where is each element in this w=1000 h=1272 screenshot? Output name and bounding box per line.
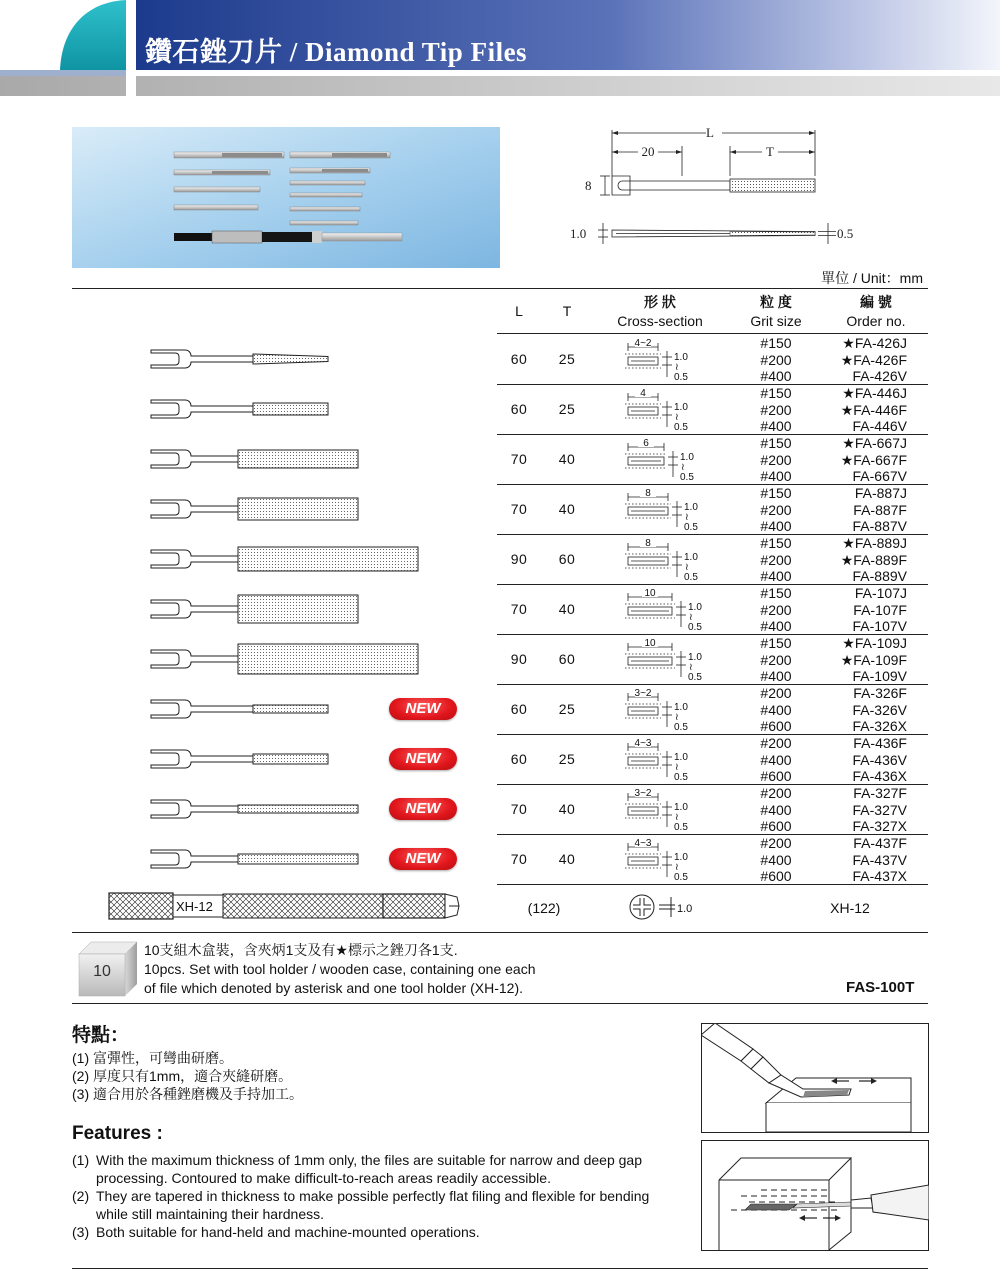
feature-en-2-text: They are tapered in thickness to make possible perfectly flat filing and flexible for bending while still maintaining their hardness.: [96, 1188, 650, 1222]
col-header-order-en: Order no.: [846, 313, 906, 329]
cell-T: 40: [558, 851, 576, 867]
cell-order-no: FA-889V: [852, 568, 907, 585]
feature-en-3: [72, 1223, 652, 1241]
cell-order-no: FA-326F: [853, 685, 907, 701]
new-badge: NEW: [389, 798, 457, 820]
feature-en-3-text: Both suitable for hand-held and machine-mounted operations.: [96, 1224, 480, 1240]
file-drawing: [145, 389, 445, 429]
cross-section-thickness-top: 1.0: [674, 702, 688, 713]
features-zh-title: 特點：: [72, 1025, 130, 1046]
cell-order-no: ★FA-109J: [842, 635, 907, 651]
cell-T: 25: [558, 751, 576, 767]
new-badge: NEW: [389, 698, 457, 720]
cell-grit: #600: [760, 768, 792, 785]
cross-section-drawing: [620, 537, 710, 583]
dim-label-L: L: [706, 125, 714, 140]
feature-en-2-num: (2): [72, 1188, 90, 1204]
cell-grit: #600: [760, 868, 792, 885]
cell-L: 90: [510, 551, 528, 567]
cross-section-thickness-top: 1.0: [674, 352, 688, 363]
cross-section-width: 8: [645, 538, 651, 549]
cross-section-thickness-top: 1.0: [680, 452, 694, 463]
cell-order-no: FA-887J: [854, 485, 907, 501]
feature-en-3-num: (3): [72, 1224, 90, 1240]
cell-order-no: FA-107F: [853, 601, 907, 618]
cross-section-drawing: [620, 737, 710, 783]
feature-zh-2: (2) 厚度只有1mm，適合夾縫研磨。: [72, 1068, 293, 1084]
cell-order-no: FA-667V: [852, 468, 907, 485]
feature-en-1-num: (1): [72, 1152, 90, 1168]
cell-T: 40: [558, 451, 576, 467]
cell-order-no: FA-437X: [852, 868, 907, 885]
cell-L: 70: [510, 801, 528, 817]
cell-grit: #400: [760, 418, 792, 435]
table-top-rule: [72, 288, 928, 289]
cross-section-thickness-sep: ≀: [681, 462, 685, 473]
cell-grit: #150: [760, 335, 792, 351]
new-badge: NEW: [389, 748, 457, 770]
cross-section-width: 6: [643, 438, 649, 449]
cell-grit: #200: [760, 835, 792, 851]
cell-grit: #200: [760, 735, 792, 751]
cross-section-thickness-sep: ≀: [675, 812, 679, 823]
footer-rule: [72, 1268, 928, 1269]
cross-section-width: 3~2: [634, 688, 652, 699]
cell-grit: #600: [760, 718, 792, 735]
cell-T: 40: [558, 501, 576, 517]
cross-section-width: 10: [644, 588, 656, 599]
col-header-shape-en: Cross-section: [617, 313, 703, 329]
cell-grit: #200: [760, 451, 792, 468]
feature-zh-3: (3) 適合用於各種銼磨機及手持加工。: [72, 1086, 303, 1102]
cross-section-thickness-top: 1.0: [688, 602, 702, 613]
cross-section-thickness-top: 1.0: [684, 552, 698, 563]
new-badge: NEW: [389, 848, 457, 870]
cell-order-no: FA-426V: [852, 368, 907, 385]
holder-L: (122): [527, 900, 561, 916]
box-top-rule: [72, 932, 928, 933]
cell-order-no: FA-107V: [852, 618, 907, 635]
box-bottom-rule: [72, 1003, 928, 1004]
box-desc-en-1: 10pcs. Set with tool holder / wooden case, containing one each: [144, 961, 536, 977]
cell-order-no: FA-327X: [852, 818, 907, 835]
cell-L: 70: [510, 451, 528, 467]
col-header-shape-zh: 形 狀: [644, 294, 676, 310]
file-drawing: [145, 489, 445, 529]
cell-L: 70: [510, 851, 528, 867]
cross-section-thickness-sep: ≀: [689, 662, 693, 673]
product-photo: [72, 127, 500, 268]
cell-grit: #150: [760, 435, 792, 451]
cross-section-thickness-tip: 0.5: [674, 422, 688, 433]
cell-L: 70: [510, 501, 528, 517]
cell-T: 25: [558, 351, 576, 367]
cross-section-drawing: [620, 837, 710, 883]
cell-grit: #400: [760, 701, 792, 718]
dimension-diagram: [560, 120, 880, 245]
cell-grit: #400: [760, 518, 792, 535]
cell-order-no: FA-326X: [852, 718, 907, 735]
cross-section-width: 8: [645, 488, 651, 499]
cell-order-no: ★FA-426J: [842, 335, 907, 351]
cross-section-thickness-sep: ≀: [689, 612, 693, 623]
cell-order-no: FA-109V: [852, 668, 907, 685]
tool-holder-drawing: [105, 890, 465, 924]
cross-section-thickness-top: 1.0: [674, 402, 688, 413]
cell-order-no: FA-437V: [852, 851, 907, 868]
table-header-rule: [497, 333, 928, 334]
set-code: FAS-100T: [846, 979, 915, 996]
cell-order-no: ★FA-889F: [840, 551, 907, 568]
col-header-grit-en: Grit size: [750, 313, 802, 329]
cross-section-thickness-tip: 0.5: [684, 572, 698, 583]
cross-section-drawing: [620, 387, 710, 433]
page-title: 鑽石銼刀片 / Diamond Tip Files: [145, 37, 528, 67]
cell-grit: #200: [760, 651, 792, 668]
cross-section-width: 4~2: [634, 338, 652, 349]
cross-section-drawing: [620, 487, 710, 533]
cross-section-drawing: [620, 437, 710, 483]
cell-grit: #200: [760, 351, 792, 368]
cell-grit: #600: [760, 818, 792, 835]
cell-grit: #200: [760, 501, 792, 518]
dim-label-20: 20: [641, 144, 655, 159]
cross-section-thickness-tip: 0.5: [688, 622, 702, 633]
cell-grit: #150: [760, 485, 792, 501]
cross-section-width: 3~2: [634, 788, 652, 799]
cell-order-no: FA-327F: [853, 785, 907, 801]
cross-section-drawing: [620, 637, 710, 683]
cross-section-thickness-top: 1.0: [674, 852, 688, 863]
cell-T: 25: [558, 401, 576, 417]
file-drawing: [145, 539, 445, 579]
dim-label-thickness: 1.0: [570, 226, 587, 241]
cell-grit: #400: [760, 851, 792, 868]
cell-L: 60: [510, 401, 528, 417]
cross-section-width: 4~3: [634, 738, 652, 749]
cross-section-thickness-tip: 0.5: [674, 722, 688, 733]
feature-en-2: [72, 1187, 652, 1223]
col-header-L: L: [515, 303, 523, 319]
cross-section-width: 4: [640, 388, 646, 399]
cell-grit: #400: [760, 668, 792, 685]
feature-en-1-text: With the maximum thickness of 1mm only, the files are suitable for narrow and deep gap processing. Contoured to make difficult-to-reach areas readily accessible.: [96, 1152, 642, 1186]
cell-T: 60: [558, 651, 576, 667]
cell-L: 60: [510, 351, 528, 367]
box-desc-en-2: of file which denoted by asterisk and one tool holder (XH-12).: [144, 980, 523, 996]
cell-order-no: FA-437F: [853, 835, 907, 851]
cell-grit: #150: [760, 635, 792, 651]
cross-section-thickness-sep: ≀: [675, 762, 679, 773]
cell-order-no: FA-446V: [852, 418, 907, 435]
cross-section-thickness-top: 1.0: [688, 652, 702, 663]
cross-section-thickness-tip: 0.5: [674, 822, 688, 833]
box-count: 10: [93, 963, 111, 980]
cell-grit: #200: [760, 401, 792, 418]
cell-grit: #400: [760, 751, 792, 768]
features-en-title: Features :: [72, 1123, 163, 1144]
holder-cross-section: [627, 892, 697, 922]
cross-section-thickness-tip: 0.5: [674, 772, 688, 783]
cell-T: 40: [558, 801, 576, 817]
cell-T: 40: [558, 601, 576, 617]
cross-section-thickness-sep: ≀: [675, 412, 679, 423]
file-drawing: [145, 439, 445, 479]
cross-section-drawing: [620, 587, 710, 633]
usage-illustration-surface: [701, 1023, 929, 1133]
cross-section-thickness-tip: 0.5: [674, 372, 688, 383]
cell-order-no: FA-436V: [852, 751, 907, 768]
holder-order: XH-12: [830, 900, 870, 916]
cell-order-no: FA-436F: [853, 735, 907, 751]
cross-section-width: 4~3: [634, 838, 652, 849]
cross-section-thickness-sep: ≀: [675, 862, 679, 873]
file-drawing: [145, 639, 445, 679]
col-header-order-zh: 編 號: [860, 294, 892, 310]
dim-label-8: 8: [585, 178, 592, 193]
cross-section-thickness-sep: ≀: [675, 712, 679, 723]
cross-section-drawing: [620, 687, 710, 733]
file-drawing: [145, 589, 445, 629]
cell-order-no: ★FA-109F: [840, 651, 907, 668]
cell-order-no: FA-436X: [852, 768, 907, 785]
cross-section-thickness-top: 1.0: [674, 752, 688, 763]
feature-en-1: [72, 1151, 652, 1187]
col-header-grit-zh: 粒 度: [760, 294, 792, 310]
cell-order-no: FA-327V: [852, 801, 907, 818]
cell-order-no: ★FA-426F: [840, 351, 907, 368]
cell-grit: #400: [760, 368, 792, 385]
unit-label: 單位 / Unit：mm: [821, 270, 923, 286]
cross-section-thickness-top: 1.0: [674, 802, 688, 813]
file-drawing: [145, 339, 445, 379]
cell-grit: #200: [760, 785, 792, 801]
cell-order-no: FA-887F: [853, 501, 907, 518]
cell-grit: #200: [760, 685, 792, 701]
usage-illustration-gap: [701, 1140, 929, 1251]
cell-grit: #400: [760, 468, 792, 485]
cell-grit: #200: [760, 551, 792, 568]
cell-T: 60: [558, 551, 576, 567]
cell-grit: #400: [760, 618, 792, 635]
cross-section-thickness-sep: ≀: [675, 362, 679, 373]
holder-label: XH-12: [176, 899, 213, 914]
row-separator: [497, 884, 928, 885]
cross-section-drawing: [620, 787, 710, 833]
cell-grit: #400: [760, 801, 792, 818]
col-header-T: T: [562, 303, 572, 319]
cell-grit: #150: [760, 585, 792, 601]
cell-T: 25: [558, 701, 576, 717]
cell-grit: #400: [760, 568, 792, 585]
cross-section-thickness-tip: 0.5: [674, 872, 688, 883]
cross-section-thickness-sep: ≀: [685, 562, 689, 573]
cross-section-drawing: [620, 337, 710, 383]
cell-L: 90: [510, 651, 528, 667]
cell-order-no: ★FA-667F: [840, 451, 907, 468]
cross-section-width: 10: [644, 638, 656, 649]
cross-section-thickness-tip: 0.5: [688, 672, 702, 683]
cell-order-no: ★FA-889J: [842, 535, 907, 551]
dim-label-T: T: [766, 144, 774, 159]
box-desc-zh: 10支組木盒裝，含夾炳1支及有★標示之銼刀各1支.: [144, 942, 458, 958]
cross-section-thickness-sep: ≀: [685, 512, 689, 523]
cell-L: 60: [510, 751, 528, 767]
cell-order-no: ★FA-446J: [842, 385, 907, 401]
cell-grit: #150: [760, 385, 792, 401]
cross-section-thickness-tip: 0.5: [684, 522, 698, 533]
cell-order-no: FA-107J: [854, 585, 907, 601]
cell-grit: #200: [760, 601, 792, 618]
holder-thickness: 1.0: [677, 903, 693, 915]
cell-order-no: FA-326V: [852, 701, 907, 718]
cell-grit: #150: [760, 535, 792, 551]
cell-L: 60: [510, 701, 528, 717]
cell-order-no: ★FA-667J: [842, 435, 907, 451]
cross-section-thickness-top: 1.0: [684, 502, 698, 513]
cross-section-thickness-tip: 0.5: [680, 472, 694, 483]
feature-zh-1: (1) 富彈性，可彎曲研磨。: [72, 1050, 233, 1066]
cell-order-no: ★FA-446F: [840, 401, 907, 418]
cell-L: 70: [510, 601, 528, 617]
cell-order-no: FA-887V: [852, 518, 907, 535]
dim-label-tip: 0.5: [837, 226, 854, 241]
